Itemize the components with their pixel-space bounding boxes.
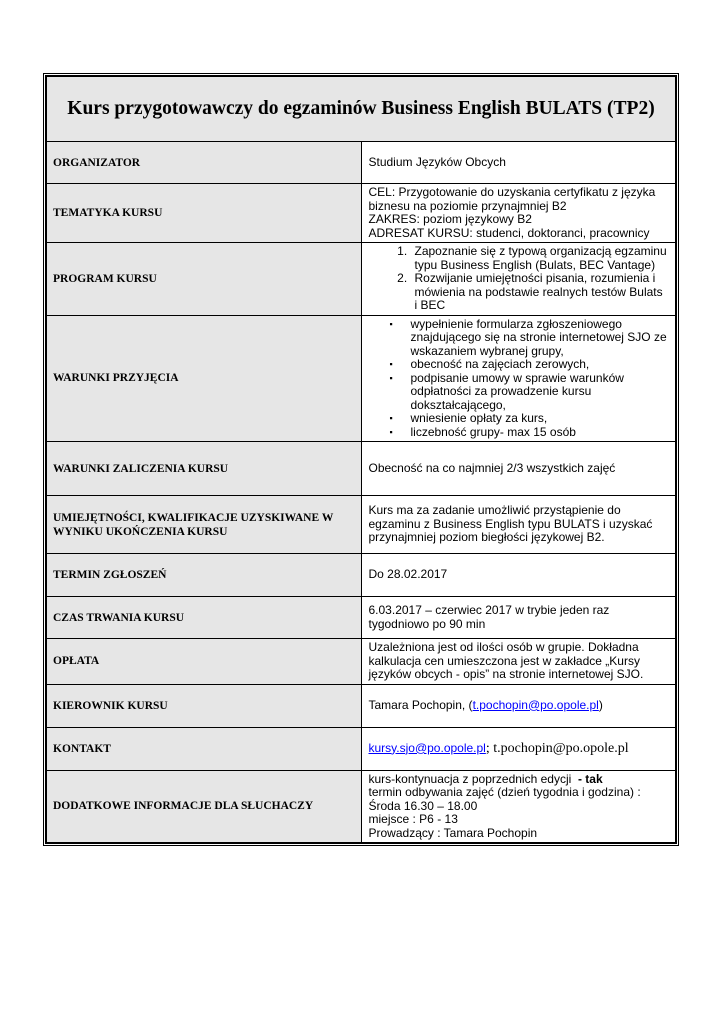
label-czas: CZAS TRWANIA KURSU [47,597,362,639]
row-dodatkowe [47,770,676,843]
label-warunki-przyjecia: WARUNKI PRZYJĘCIA [47,315,362,442]
label-warunki-zaliczenia: WARUNKI ZALICZENIA KURSU [47,442,362,496]
row-warunki-przyjecia [47,315,676,442]
label-termin: TERMIN ZGŁOSZEŃ [47,554,362,597]
row-oplata [47,639,676,685]
label-dodatkowe: DODATKOWE INFORMACJE DLA SŁUCHACZY [47,770,362,843]
value-dodatkowe [361,770,676,843]
square-bullet-icon: ▪ [389,359,393,369]
label-kontakt: KONTAKT [47,727,362,770]
tematyka-line-3: ADRESAT KURSU: studenci, doktoranci, pracownicy [368,225,650,240]
label-kierownik: KIEROWNIK KURSU [47,684,362,727]
program-list [369,245,669,313]
value-warunki-przyjecia [361,315,676,442]
warunek-item-4: ▪ wniesienie opłaty za kurs, [389,411,548,425]
kierownik-email-link[interactable]: t.pochopin@po.opole.pl [472,697,599,712]
square-bullet-icon: ▪ [389,318,393,329]
kontakt-secondary-email: ; t.pochopin@po.opole.pl [485,740,629,756]
program-item-1: 1. Zapoznanie się z typową organizacją egzaminu typu Business English (Bulats, BEC Vantage) [411,245,669,272]
square-bullet-icon: ▪ [389,372,393,383]
value-umiejetnosci: Kurs ma za zadanie umożliwić przystąpienie do egzaminu z Business English typu BULATS i uzyskać przynajmniej poziom biegłości językowej B2. [361,496,676,554]
warunki-przyjecia-list [369,318,669,440]
dodatkowe-line-2: termin odbywania zajęć (dzień tygodnia i godzina) : Środa 16.30 – 18.00 [368,785,641,813]
course-document [43,73,679,846]
warunek-item-1: ▪ wypełnienie formularza zgłoszeniowego znajdującego się na stronie internetowej SJO ze wskazaniem wybranej grupy, [389,316,667,358]
document-title: Kurs przygotowawczy do egzaminów Business English BULATS (TP2) [47,77,676,142]
label-program: PROGRAM KURSU [47,243,362,316]
label-umiejetnosci: UMIEJĘTNOŚCI, KWALIFIKACJE UZYSKIWANE W WYNIKU UKOŃCZENIA KURSU [47,496,362,554]
square-bullet-icon: ▪ [389,426,393,437]
dodatkowe-line-3: miejsce : P6 - 13 [368,812,458,826]
row-czas [47,597,676,639]
row-kierownik [47,684,676,727]
value-czas: 6.03.2017 – czerwiec 2017 w trybie jeden raz tygodniowo po 90 min [361,597,676,639]
tematyka-line-1: CEL: Przygotowanie do uzyskania certyfikatu z języka biznesu na poziomie przynajmniej B2 [368,185,656,213]
dodatkowe-line-1: kurs-kontynuacja z poprzednich edycji - tak [368,771,603,786]
dodatkowe-line-4: Prowadzący : Tamara Pochopin [368,825,538,840]
row-organizator [47,142,676,184]
program-item-2: 2. Rozwijanie umiejętności pisania, rozumienia i mówienia na podstawie realnych testów Bulats i BEC [411,272,669,313]
value-kontakt [361,727,676,770]
value-organizator: Studium Języków Obcych [361,142,676,184]
row-umiejetnosci [47,496,676,554]
value-program [361,243,676,316]
value-kierownik: Tamara Pochopin, (t.pochopin@po.opole.pl) [361,684,676,727]
label-tematyka: TEMATYKA KURSU [47,184,362,243]
value-oplata: Uzależniona jest od ilości osób w grupie. Dokładna kalkulacja cen umieszczona jest w zakładce „Kursy języków obcych - opis” na stronie internetowej SJO. [361,639,676,685]
tematyka-line-2: ZAKRES: poziom językowy B2 [368,212,532,226]
value-tematyka [361,184,676,243]
row-kontakt [47,727,676,770]
warunek-item-5: ▪ liczebność grupy- max 15 osób [389,424,576,439]
kontakt-email-link[interactable]: kursy.sjo@po.opole.pl [368,740,486,755]
value-warunki-zaliczenia: Obecność na co najmniej 2/3 wszystkich zajęć [361,442,676,496]
value-termin: Do 28.02.2017 [361,554,676,597]
warunek-item-2: ▪ obecność na zajęciach zerowych, [389,357,590,371]
title-row [47,77,676,142]
row-warunki-zaliczenia [47,442,676,496]
row-program [47,243,676,316]
label-organizator: ORGANIZATOR [47,142,362,184]
row-tematyka [47,184,676,243]
course-info-table [46,76,676,843]
label-oplata: OPŁATA [47,639,362,685]
square-bullet-icon: ▪ [389,413,393,423]
row-termin [47,554,676,597]
warunek-item-3: ▪ podpisanie umowy w sprawie warunków odpłatności za prowadzenie kursu dokształcającego, [389,370,624,412]
